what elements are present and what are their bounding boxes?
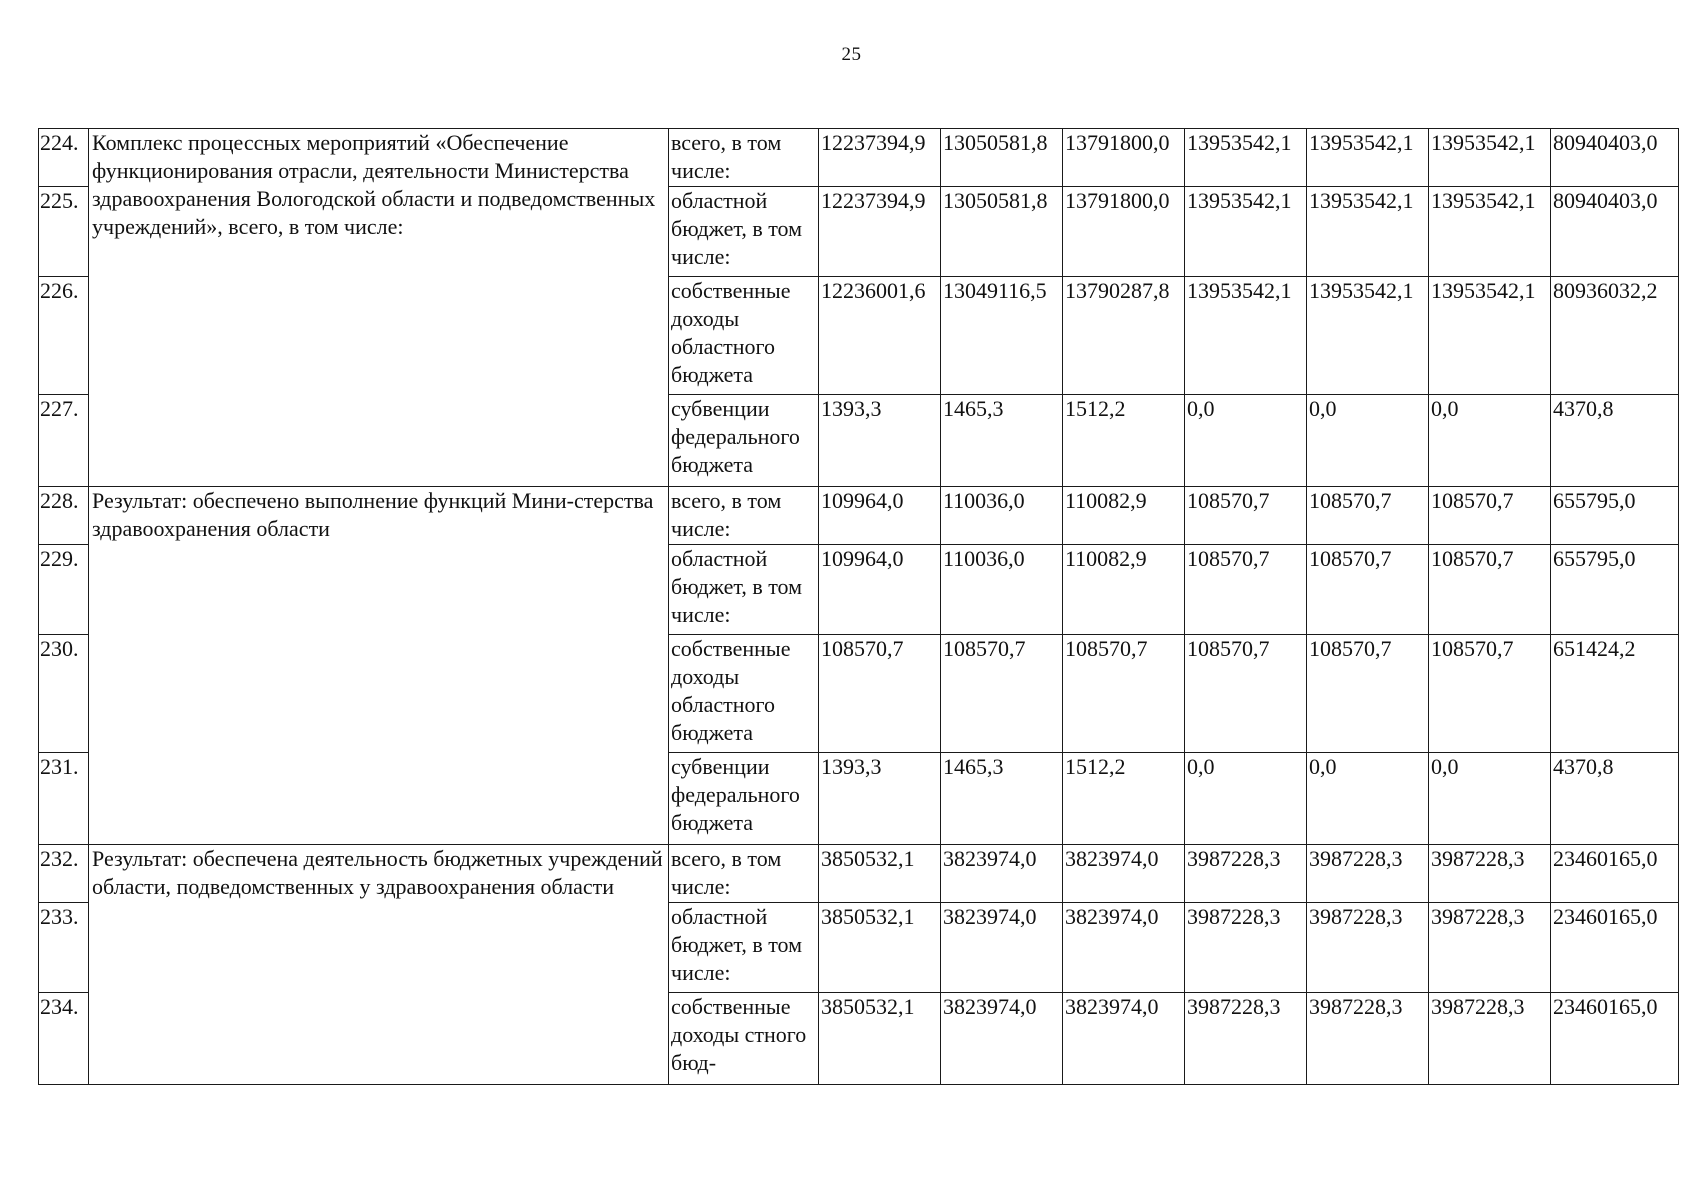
year-value: 0,0: [1185, 753, 1307, 845]
year-value: 3987228,3: [1429, 845, 1551, 903]
row-index: 225.: [39, 187, 89, 277]
year-value: 3987228,3: [1429, 903, 1551, 993]
year-value: 13049116,5: [941, 277, 1063, 395]
year-value: 13953542,1: [1185, 129, 1307, 187]
total-value: 23460165,0: [1551, 993, 1679, 1085]
total-value: 80940403,0: [1551, 187, 1679, 277]
year-value: 108570,7: [819, 635, 941, 753]
year-value: 108570,7: [1185, 487, 1307, 545]
year-value: 13791800,0: [1063, 129, 1185, 187]
year-value: 13790287,8: [1063, 277, 1185, 395]
year-value: 1393,3: [819, 395, 941, 487]
year-value: 1512,2: [1063, 395, 1185, 487]
year-value: 110036,0: [941, 545, 1063, 635]
year-value: 110036,0: [941, 487, 1063, 545]
row-index: 233.: [39, 903, 89, 993]
year-value: 3823974,0: [1063, 993, 1185, 1085]
row-index: 230.: [39, 635, 89, 753]
year-value: 3823974,0: [941, 993, 1063, 1085]
table-row: [39, 845, 1679, 903]
total-value: 655795,0: [1551, 545, 1679, 635]
funding-source: субвенции федерального бюджета: [669, 395, 819, 487]
row-index: 229.: [39, 545, 89, 635]
year-value: 3823974,0: [941, 903, 1063, 993]
year-value: 3987228,3: [1185, 993, 1307, 1085]
year-value: 1465,3: [941, 753, 1063, 845]
year-value: 3987228,3: [1429, 993, 1551, 1085]
year-value: 3987228,3: [1307, 845, 1429, 903]
funding-source: субвенции федерального бюджета: [669, 753, 819, 845]
row-index: 226.: [39, 277, 89, 395]
year-value: 12237394,9: [819, 187, 941, 277]
year-value: 0,0: [1307, 395, 1429, 487]
year-value: 108570,7: [1429, 487, 1551, 545]
total-value: 651424,2: [1551, 635, 1679, 753]
year-value: 0,0: [1307, 753, 1429, 845]
year-value: 3987228,3: [1185, 845, 1307, 903]
year-value: 108570,7: [1307, 545, 1429, 635]
year-value: 3850532,1: [819, 993, 941, 1085]
total-value: 80940403,0: [1551, 129, 1679, 187]
year-value: 3850532,1: [819, 903, 941, 993]
year-value: 3823974,0: [1063, 903, 1185, 993]
year-value: 12236001,6: [819, 277, 941, 395]
year-value: 3987228,3: [1307, 993, 1429, 1085]
year-value: 13953542,1: [1185, 277, 1307, 395]
funding-source: собственные доходы стного бюд-: [669, 993, 819, 1085]
row-index: 231.: [39, 753, 89, 845]
year-value: 13953542,1: [1429, 187, 1551, 277]
group-description-result-institutions: Результат: обеспечена деятельность бюджетных учреждений области, подведомственных у здравоохранения области: [89, 845, 669, 1085]
year-value: 3823974,0: [1063, 845, 1185, 903]
funding-source: всего, в том числе:: [669, 487, 819, 545]
year-value: 13953542,1: [1429, 129, 1551, 187]
table-row: [39, 487, 1679, 545]
row-index: 234.: [39, 993, 89, 1085]
year-value: 13050581,8: [941, 129, 1063, 187]
year-value: 1465,3: [941, 395, 1063, 487]
funding-source: областной бюджет, в том числе:: [669, 187, 819, 277]
table-row: [39, 129, 1679, 187]
total-value: 80936032,2: [1551, 277, 1679, 395]
funding-source: собственные доходы областного бюджета: [669, 277, 819, 395]
year-value: 108570,7: [1185, 635, 1307, 753]
table-body: [39, 129, 1679, 1085]
total-value: 655795,0: [1551, 487, 1679, 545]
row-index: 232.: [39, 845, 89, 903]
total-value: 4370,8: [1551, 395, 1679, 487]
year-value: 3850532,1: [819, 845, 941, 903]
year-value: 13050581,8: [941, 187, 1063, 277]
group-description-complex: Комплекс процессных мероприятий «Обеспечение функционирования отрасли, деятельности Министерства здравоохранения Вологодской области и подведомственных учреждений», всего, в том числе:: [89, 129, 669, 487]
funding-source: всего, в том числе:: [669, 845, 819, 903]
year-value: 108570,7: [1429, 635, 1551, 753]
year-value: 3987228,3: [1185, 903, 1307, 993]
year-value: 108570,7: [941, 635, 1063, 753]
row-index: 228.: [39, 487, 89, 545]
page-number: 25: [841, 44, 862, 65]
year-value: 109964,0: [819, 545, 941, 635]
year-value: 13953542,1: [1429, 277, 1551, 395]
year-value: 3823974,0: [941, 845, 1063, 903]
year-value: 108570,7: [1307, 487, 1429, 545]
year-value: 108570,7: [1063, 635, 1185, 753]
year-value: 108570,7: [1429, 545, 1551, 635]
year-value: 1512,2: [1063, 753, 1185, 845]
year-value: 13953542,1: [1307, 129, 1429, 187]
year-value: 1393,3: [819, 753, 941, 845]
year-value: 109964,0: [819, 487, 941, 545]
budget-table: [38, 128, 1679, 1085]
total-value: 23460165,0: [1551, 903, 1679, 993]
total-value: 23460165,0: [1551, 845, 1679, 903]
row-index: 227.: [39, 395, 89, 487]
funding-source: собственные доходы областного бюджета: [669, 635, 819, 753]
total-value: 4370,8: [1551, 753, 1679, 845]
year-value: 12237394,9: [819, 129, 941, 187]
row-index: 224.: [39, 129, 89, 187]
year-value: 13953542,1: [1307, 277, 1429, 395]
year-value: 0,0: [1429, 753, 1551, 845]
year-value: 13953542,1: [1307, 187, 1429, 277]
year-value: 0,0: [1429, 395, 1551, 487]
year-value: 108570,7: [1185, 545, 1307, 635]
funding-source: областной бюджет, в том числе:: [669, 545, 819, 635]
year-value: 13953542,1: [1185, 187, 1307, 277]
year-value: 0,0: [1185, 395, 1307, 487]
year-value: 3987228,3: [1307, 903, 1429, 993]
year-value: 110082,9: [1063, 487, 1185, 545]
funding-source: областной бюджет, в том числе:: [669, 903, 819, 993]
funding-source: всего, в том числе:: [669, 129, 819, 187]
year-value: 108570,7: [1307, 635, 1429, 753]
year-value: 13791800,0: [1063, 187, 1185, 277]
group-description-result-functions: Результат: обеспечено выполнение функций Мини-стерства здравоохранения области: [89, 487, 669, 845]
year-value: 110082,9: [1063, 545, 1185, 635]
